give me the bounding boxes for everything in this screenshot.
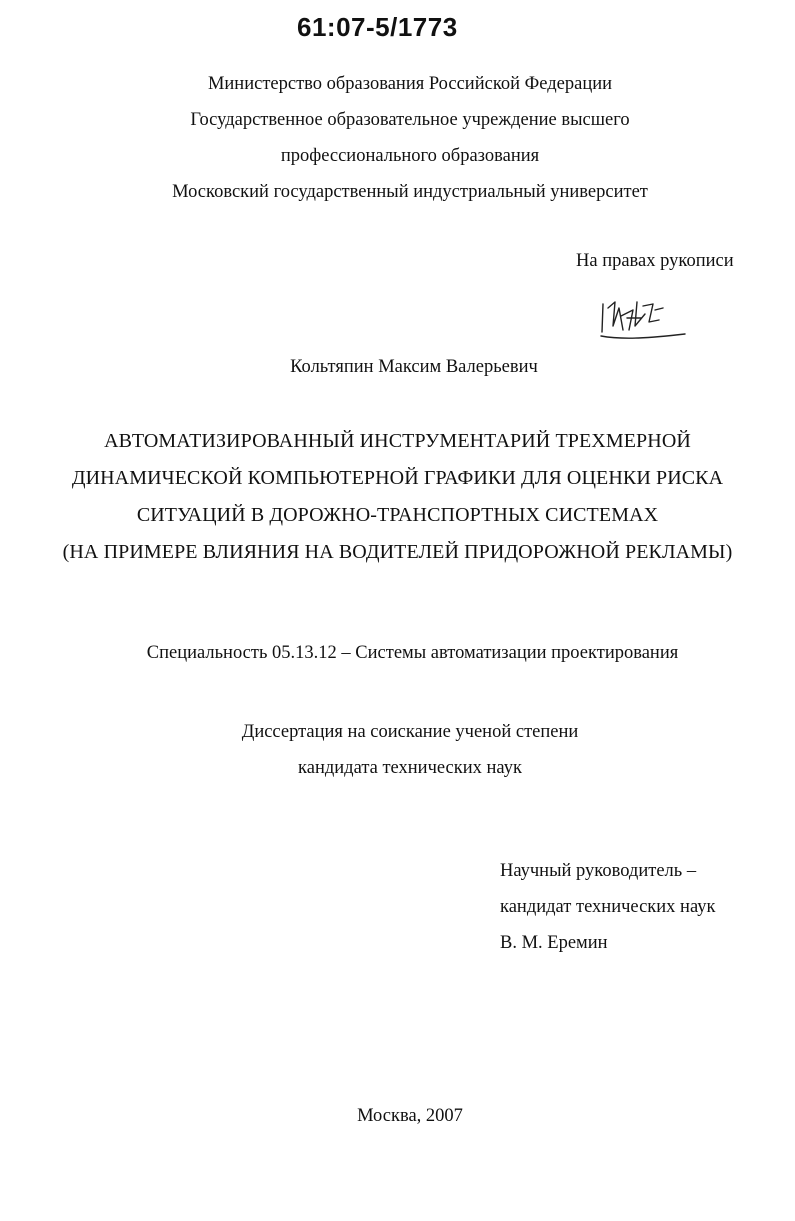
dissertation-title	[0, 423, 795, 571]
author-name: Кольтяпин Максим Валерьевич	[290, 357, 538, 377]
advisor-name: В. М. Еремин	[500, 933, 608, 953]
scientific-advisor	[500, 853, 715, 961]
title-line-1: АВТОМАТИЗИРОВАННЫЙ ИНСТРУМЕНТАРИЙ ТРЕХМЕРНОЙ	[104, 430, 691, 452]
archive-code: 61:07-5/1773	[297, 12, 458, 42]
ministry-line: Министерство образования Российской Федерации	[207, 74, 613, 94]
university-line: Московский государственный индустриальный университет	[172, 182, 648, 202]
degree-line-2: кандидата технических наук	[298, 758, 522, 778]
education-line: профессионального образования	[280, 146, 540, 166]
institution-line: Государственное образовательное учреждение высшего	[190, 110, 630, 130]
advisor-degree: кандидат технических наук	[500, 897, 716, 917]
title-line-3: СИТУАЦИЙ В ДОРОЖНО-ТРАНСПОРТНЫХ СИСТЕМАХ	[136, 504, 659, 526]
city-year: Москва, 2007	[357, 1106, 463, 1126]
degree-line-1: Диссертация на соискание ученой степени	[241, 722, 579, 742]
dissertation-degree	[0, 714, 795, 786]
title-line-4: (НА ПРИМЕРЕ ВЛИЯНИЯ НА ВОДИТЕЛЕЙ ПРИДОРОЖНОЙ РЕКЛАМЫ)	[62, 541, 733, 563]
manuscript-rights-note: На правах рукописи	[576, 251, 734, 271]
signature-icon	[597, 296, 689, 342]
specialty-line: Специальность 05.13.12 – Системы автоматизации проектирования	[146, 643, 679, 663]
advisor-role: Научный руководитель –	[500, 861, 697, 881]
title-line-2: ДИНАМИЧЕСКОЙ КОМПЬЮТЕРНОЙ ГРАФИКИ ДЛЯ ОЦЕНКИ РИСКА	[71, 467, 724, 489]
